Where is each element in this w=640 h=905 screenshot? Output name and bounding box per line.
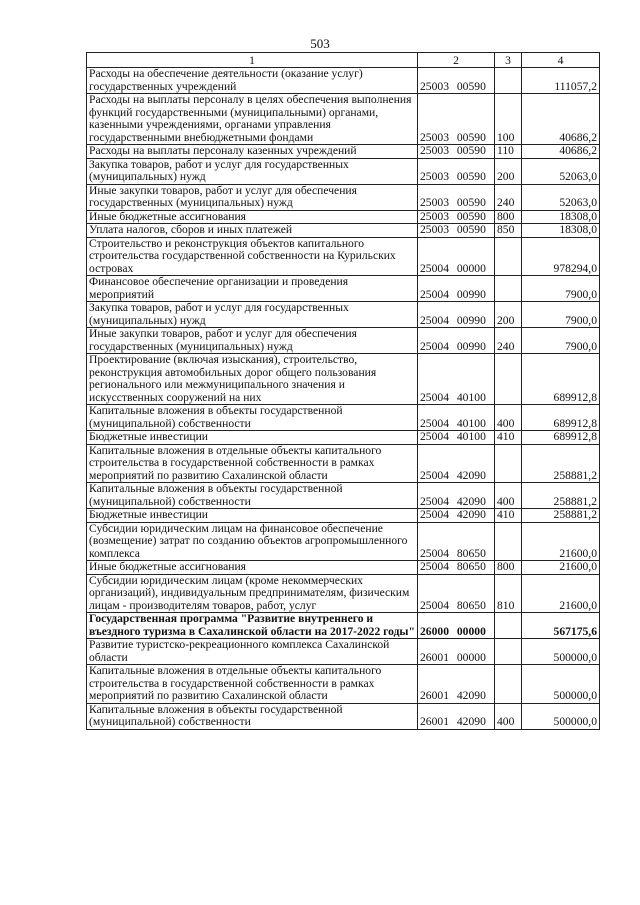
- row-code: 25003 00590: [418, 210, 495, 224]
- row-name: Расходы на обеспечение деятельности (оказание услуг) государственных учреждений: [87, 68, 418, 94]
- row-type: 240: [495, 328, 522, 354]
- row-amount: 18308,0: [522, 210, 600, 224]
- row-amount: 18308,0: [522, 224, 600, 238]
- header-row: [87, 53, 600, 68]
- row-amount: 500000,0: [522, 665, 600, 704]
- table-row: [87, 302, 600, 328]
- table-row: [87, 561, 600, 575]
- row-code: 25004 42090: [418, 509, 495, 523]
- row-amount: 567175,6: [522, 613, 600, 639]
- row-type: [495, 639, 522, 665]
- row-type: 810: [495, 574, 522, 613]
- budget-table: [86, 52, 600, 730]
- row-name: Закупка товаров, работ и услуг для государственных (муниципальных) нужд: [87, 302, 418, 328]
- row-amount: 40686,2: [522, 145, 600, 159]
- row-type: [495, 68, 522, 94]
- row-type: 800: [495, 210, 522, 224]
- table-row: [87, 328, 600, 354]
- row-type: 800: [495, 561, 522, 575]
- row-code: 25004 40100: [418, 354, 495, 405]
- row-name: Уплата налогов, сборов и иных платежей: [87, 224, 418, 238]
- row-amount: 52063,0: [522, 184, 600, 210]
- row-code: 26001 42090: [418, 665, 495, 704]
- row-code: 25004 80650: [418, 574, 495, 613]
- table-row: [87, 703, 600, 729]
- row-name: Строительство и реконструкция объектов капитального строительства государственной собственности на Курильских островах: [87, 237, 418, 276]
- table-row: [87, 613, 600, 639]
- header-col-1: 1: [87, 53, 418, 68]
- row-code: 25003 00590: [418, 158, 495, 184]
- row-type: 110: [495, 145, 522, 159]
- row-type: 200: [495, 302, 522, 328]
- table-row: [87, 522, 600, 561]
- table-body: [87, 68, 600, 730]
- table-row: [87, 210, 600, 224]
- row-amount: 258881,2: [522, 444, 600, 483]
- table-row: [87, 665, 600, 704]
- row-amount: 21600,0: [522, 561, 600, 575]
- row-amount: 52063,0: [522, 158, 600, 184]
- row-code: 25004 00990: [418, 302, 495, 328]
- row-type: [495, 276, 522, 302]
- row-amount: 689912,8: [522, 354, 600, 405]
- row-type: [495, 444, 522, 483]
- row-name: Субсидии юридическим лицам (кроме некоммерческих организаций), индивидуальным предпринимателям, физическим лицам - производителям товаров, работ, услуг: [87, 574, 418, 613]
- row-amount: 7900,0: [522, 302, 600, 328]
- row-code: 25004 80650: [418, 561, 495, 575]
- row-amount: 689912,8: [522, 431, 600, 445]
- row-code: 25003 00590: [418, 68, 495, 94]
- row-code: 25004 40100: [418, 431, 495, 445]
- row-name: Проектирование (включая изыскания), строительство, реконструкция автомобильных дорог общего пользования регионального или межмуниципального значения и искусственных сооружений на них: [87, 354, 418, 405]
- table-row: [87, 354, 600, 405]
- row-name: Капитальные вложения в объекты государственной (муниципальной) собственности: [87, 405, 418, 431]
- row-name: Бюджетные инвестиции: [87, 509, 418, 523]
- row-type: 100: [495, 94, 522, 145]
- header-col-3: 3: [495, 53, 522, 68]
- table-header: [87, 53, 600, 68]
- row-name: Развитие туристско-рекреационного комплекса Сахалинской области: [87, 639, 418, 665]
- row-amount: 111057,2: [522, 68, 600, 94]
- row-name: Расходы на выплаты персоналу казенных учреждений: [87, 145, 418, 159]
- row-name: Капитальные вложения в объекты государственной (муниципальной) собственности: [87, 483, 418, 509]
- row-type: 200: [495, 158, 522, 184]
- row-name: Субсидии юридическим лицам на финансовое обеспечение (возмещение) затрат по созданию объектов агропромышленного комплекса: [87, 522, 418, 561]
- row-code: 25004 00990: [418, 328, 495, 354]
- row-type: [495, 237, 522, 276]
- row-amount: 689912,8: [522, 405, 600, 431]
- row-amount: 7900,0: [522, 276, 600, 302]
- row-code: 25004 80650: [418, 522, 495, 561]
- row-name: Иные бюджетные ассигнования: [87, 210, 418, 224]
- table-row: [87, 444, 600, 483]
- row-code: 25003 00590: [418, 224, 495, 238]
- row-type: 400: [495, 703, 522, 729]
- row-amount: 40686,2: [522, 94, 600, 145]
- row-type: 410: [495, 509, 522, 523]
- row-amount: 21600,0: [522, 574, 600, 613]
- row-type: 240: [495, 184, 522, 210]
- row-name: Капитальные вложения в отдельные объекты капитального строительства в государственной собственности в рамках мероприятий по развитию Сахалинской области: [87, 665, 418, 704]
- row-name: Государственная программа "Развитие внутреннего и въездного туризма в Сахалинской области на 2017-2022 годы": [87, 613, 418, 639]
- row-code: 25004 42090: [418, 483, 495, 509]
- header-col-2: 2: [418, 53, 495, 68]
- table-row: [87, 145, 600, 159]
- row-type: 850: [495, 224, 522, 238]
- row-code: 26000 00000: [418, 613, 495, 639]
- row-amount: 978294,0: [522, 237, 600, 276]
- row-name: Иные закупки товаров, работ и услуг для обеспечения государственных (муниципальных) нужд: [87, 328, 418, 354]
- row-code: 25003 00590: [418, 94, 495, 145]
- table-row: [87, 639, 600, 665]
- row-amount: 258881,2: [522, 509, 600, 523]
- row-code: 26001 42090: [418, 703, 495, 729]
- table-row: [87, 276, 600, 302]
- row-name: Финансовое обеспечение организации и проведения мероприятий: [87, 276, 418, 302]
- row-type: [495, 613, 522, 639]
- row-code: 25004 00990: [418, 276, 495, 302]
- row-type: 400: [495, 483, 522, 509]
- row-amount: 500000,0: [522, 703, 600, 729]
- row-code: 25004 00000: [418, 237, 495, 276]
- table-row: [87, 184, 600, 210]
- table-row: [87, 405, 600, 431]
- table-row: [87, 574, 600, 613]
- row-name: Иные закупки товаров, работ и услуг для обеспечения государственных (муниципальных) нужд: [87, 184, 418, 210]
- table-row: [87, 68, 600, 94]
- row-amount: 7900,0: [522, 328, 600, 354]
- table-row: [87, 431, 600, 445]
- table-row: [87, 94, 600, 145]
- row-amount: 258881,2: [522, 483, 600, 509]
- row-amount: 21600,0: [522, 522, 600, 561]
- row-name: Бюджетные инвестиции: [87, 431, 418, 445]
- row-type: 410: [495, 431, 522, 445]
- page-number: 503: [310, 36, 330, 51]
- row-type: [495, 665, 522, 704]
- table-row: [87, 224, 600, 238]
- table-row: [87, 483, 600, 509]
- row-code: 25003 00590: [418, 145, 495, 159]
- row-type: 400: [495, 405, 522, 431]
- row-name: Капитальные вложения в отдельные объекты капитального строительства в государственной собственности в рамках мероприятий по развитию Сахалинской области: [87, 444, 418, 483]
- row-code: 25004 40100: [418, 405, 495, 431]
- row-name: Капитальные вложения в объекты государственной (муниципальной) собственности: [87, 703, 418, 729]
- row-name: Расходы на выплаты персоналу в целях обеспечения выполнения функций государственными (муниципальными) органами, казенными учреждениями, органами управления государственными внебюджетными фондами: [87, 94, 418, 145]
- row-amount: 500000,0: [522, 639, 600, 665]
- row-code: 25003 00590: [418, 184, 495, 210]
- header-col-4: 4: [522, 53, 600, 68]
- row-code: 25004 42090: [418, 444, 495, 483]
- row-name: Закупка товаров, работ и услуг для государственных (муниципальных) нужд: [87, 158, 418, 184]
- table-row: [87, 158, 600, 184]
- row-type: [495, 522, 522, 561]
- row-code: 26001 00000: [418, 639, 495, 665]
- table-row: [87, 509, 600, 523]
- row-type: [495, 354, 522, 405]
- table-row: [87, 237, 600, 276]
- row-name: Иные бюджетные ассигнования: [87, 561, 418, 575]
